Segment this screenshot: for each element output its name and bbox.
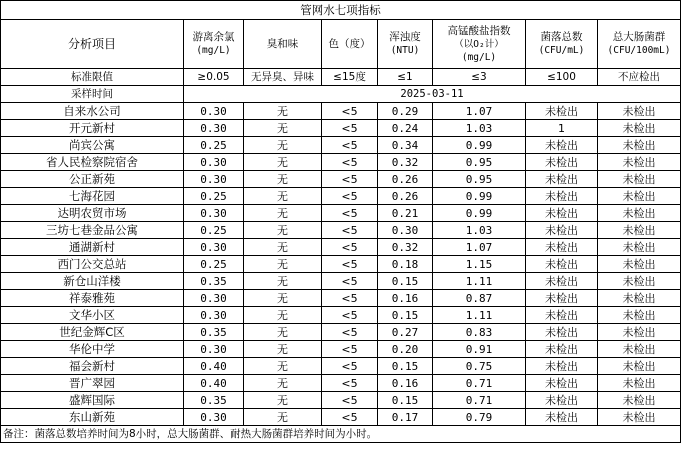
site-name-cell: 开元新村 <box>1 120 184 137</box>
table-cell: 未检出 <box>598 341 681 358</box>
header-line2: （以O₂计） <box>454 38 504 50</box>
table-cell: 未检出 <box>526 137 598 154</box>
table-cell: 0.26 <box>378 188 433 205</box>
table-cell: 0.30 <box>184 290 244 307</box>
limit-label: 标准限值 <box>1 69 184 86</box>
table-cell: 0.20 <box>378 341 433 358</box>
limit-cell: ≥0.05 <box>184 69 244 86</box>
header-line1: 分析项目 <box>67 36 116 51</box>
table-row <box>1 188 681 205</box>
table-cell: <5 <box>322 188 378 205</box>
table-cell: 未检出 <box>598 392 681 409</box>
header-cell <box>244 20 322 69</box>
table-cell: 0.25 <box>184 256 244 273</box>
title-row <box>1 1 681 20</box>
table-cell: 0.99 <box>433 188 526 205</box>
table-cell: 未检出 <box>526 290 598 307</box>
table-cell: 无 <box>244 307 322 324</box>
table-cell: <5 <box>322 409 378 426</box>
table-cell: 未检出 <box>598 103 681 120</box>
site-name-cell: 达明农贸市场 <box>1 205 184 222</box>
table-cell: 0.95 <box>433 154 526 171</box>
header-line2: (NTU) <box>390 45 420 56</box>
table-cell: 无 <box>244 171 322 188</box>
table-row <box>1 120 681 137</box>
table-row <box>1 239 681 256</box>
table-cell: 未检出 <box>526 307 598 324</box>
limit-cell: ≤1 <box>378 69 433 86</box>
site-name-cell: 三坊七巷金品公寓 <box>1 222 184 239</box>
table-cell: 0.21 <box>378 205 433 222</box>
table-row <box>1 392 681 409</box>
table-cell: 0.30 <box>184 341 244 358</box>
table-cell: 1.03 <box>433 222 526 239</box>
table-cell: 无 <box>244 358 322 375</box>
site-name-cell: 盛辉国际 <box>1 392 184 409</box>
table-cell: 无 <box>244 341 322 358</box>
table-row <box>1 273 681 290</box>
table-cell: 无 <box>244 239 322 256</box>
table-cell: 0.99 <box>433 137 526 154</box>
table-cell: 未检出 <box>598 188 681 205</box>
table-cell: 0.30 <box>378 222 433 239</box>
table-cell: 无 <box>244 154 322 171</box>
table-row <box>1 222 681 239</box>
site-name-cell: 新仓山洋楼 <box>1 273 184 290</box>
table-cell: <5 <box>322 375 378 392</box>
table-cell: 未检出 <box>526 188 598 205</box>
table-cell: 未检出 <box>526 154 598 171</box>
table-cell: 0.15 <box>378 358 433 375</box>
table-cell: 0.95 <box>433 171 526 188</box>
table-row <box>1 307 681 324</box>
table-cell: 无 <box>244 120 322 137</box>
table-cell: 未检出 <box>526 392 598 409</box>
site-name-cell: 通湖新村 <box>1 239 184 256</box>
table-cell: 未检出 <box>526 273 598 290</box>
table-cell: <5 <box>322 392 378 409</box>
header-line2: (mg/L) <box>196 45 231 56</box>
table-row <box>1 358 681 375</box>
table-cell: <5 <box>322 205 378 222</box>
table-title: 管网水七项指标 <box>1 1 681 20</box>
header-line1: 游离余氯 <box>192 31 235 43</box>
table-row <box>1 205 681 222</box>
site-name-cell: 世纪金辉C区 <box>1 324 184 341</box>
table-cell: 0.30 <box>184 120 244 137</box>
table-cell: 0.40 <box>184 358 244 375</box>
site-name-cell: 文华小区 <box>1 307 184 324</box>
table-cell: 未检出 <box>526 324 598 341</box>
table-cell: 未检出 <box>598 171 681 188</box>
table-cell: 0.71 <box>433 375 526 392</box>
table-cell: 0.79 <box>433 409 526 426</box>
footnote: 备注：菌落总数培养时间为8小时，总大肠菌群、耐热大肠菌群培养时间为小时。 <box>1 426 681 443</box>
table-row <box>1 103 681 120</box>
table-cell: 0.34 <box>378 137 433 154</box>
table-cell: 0.71 <box>433 392 526 409</box>
table-cell: 0.91 <box>433 341 526 358</box>
table-cell: 未检出 <box>598 273 681 290</box>
table-cell: <5 <box>322 273 378 290</box>
table-cell: 无 <box>244 103 322 120</box>
table-cell: 1.03 <box>433 120 526 137</box>
header-line2: (CFU/mL) <box>538 45 585 56</box>
table-cell: 无 <box>244 290 322 307</box>
table-cell: 未检出 <box>598 239 681 256</box>
table-cell: 无 <box>244 324 322 341</box>
site-name-cell: 自来水公司 <box>1 103 184 120</box>
table-cell: 未检出 <box>598 256 681 273</box>
table-row <box>1 341 681 358</box>
table-cell: 0.35 <box>184 273 244 290</box>
limit-cell: ≤15度 <box>322 69 378 86</box>
table-cell: 无 <box>244 222 322 239</box>
table-cell: <5 <box>322 120 378 137</box>
site-name-cell: 晋广翠园 <box>1 375 184 392</box>
header-cell <box>526 20 598 69</box>
site-name-cell: 东山新苑 <box>1 409 184 426</box>
table-cell: 0.32 <box>378 239 433 256</box>
header-cell <box>184 20 244 69</box>
header-line1: 臭和味 <box>266 37 299 50</box>
limit-cell: ≤100 <box>526 69 598 86</box>
table-cell: 未检出 <box>598 205 681 222</box>
table-cell: <5 <box>322 103 378 120</box>
table-cell: 未检出 <box>598 324 681 341</box>
table-cell: <5 <box>322 239 378 256</box>
table-cell: <5 <box>322 154 378 171</box>
table-cell: 未检出 <box>598 222 681 239</box>
table-cell: 0.87 <box>433 290 526 307</box>
note-row <box>1 426 681 443</box>
table-cell: 0.25 <box>184 188 244 205</box>
table-cell: 未检出 <box>526 375 598 392</box>
table-cell: 未检出 <box>526 256 598 273</box>
table-cell: 0.30 <box>184 103 244 120</box>
table-cell: 未检出 <box>598 409 681 426</box>
table-cell: 0.15 <box>378 273 433 290</box>
standard-limit-row <box>1 69 681 86</box>
site-name-cell: 祥泰雅苑 <box>1 290 184 307</box>
table-cell: 0.29 <box>378 103 433 120</box>
table-cell: 0.75 <box>433 358 526 375</box>
table-cell: 0.35 <box>184 324 244 341</box>
table-cell: 未检出 <box>598 375 681 392</box>
header-line1: 高锰酸盐指数 <box>447 24 511 37</box>
table-cell: 无 <box>244 375 322 392</box>
table-cell: 未检出 <box>526 341 598 358</box>
table-cell: 0.26 <box>378 171 433 188</box>
table-cell: <5 <box>322 222 378 239</box>
table-cell: 未检出 <box>526 358 598 375</box>
table-cell: 未检出 <box>598 120 681 137</box>
table-cell: 0.15 <box>378 392 433 409</box>
table-cell: 未检出 <box>598 358 681 375</box>
table-cell: 未检出 <box>526 239 598 256</box>
table-cell: 1.11 <box>433 273 526 290</box>
header-line1: 浑浊度 <box>389 31 421 43</box>
header-cell <box>378 20 433 69</box>
table-cell: <5 <box>322 341 378 358</box>
table-row <box>1 290 681 307</box>
table-row <box>1 375 681 392</box>
header-line3: (mg/L) <box>461 51 497 63</box>
table-cell: 0.25 <box>184 222 244 239</box>
sampling-time-label: 采样时间 <box>1 86 184 103</box>
site-name-cell: 省人民检察院宿舍 <box>1 154 184 171</box>
table-cell: 0.83 <box>433 324 526 341</box>
site-name-cell: 西门公交总站 <box>1 256 184 273</box>
table-cell: 0.25 <box>184 137 244 154</box>
table-cell: <5 <box>322 171 378 188</box>
header-line1: 菌落总数 <box>540 31 583 43</box>
table-cell: 无 <box>244 409 322 426</box>
table-cell: 0.16 <box>378 375 433 392</box>
table-cell: 无 <box>244 188 322 205</box>
table-cell: 未检出 <box>526 205 598 222</box>
table-cell: 无 <box>244 256 322 273</box>
header-cell <box>322 20 378 69</box>
table-cell: 0.24 <box>378 120 433 137</box>
table-cell: 0.30 <box>184 154 244 171</box>
table-row <box>1 154 681 171</box>
table-cell: 0.99 <box>433 205 526 222</box>
table-cell: 0.15 <box>378 307 433 324</box>
table-cell: <5 <box>322 324 378 341</box>
header-line1: 总大肠菌群 <box>612 31 666 43</box>
table-cell: <5 <box>322 290 378 307</box>
table-cell: 未检出 <box>598 290 681 307</box>
table-cell: 未检出 <box>526 103 598 120</box>
table-cell: 无 <box>244 137 322 154</box>
table-cell: 未检出 <box>598 137 681 154</box>
site-name-cell: 公正新苑 <box>1 171 184 188</box>
table-cell: 未检出 <box>526 409 598 426</box>
site-name-cell: 华伦中学 <box>1 341 184 358</box>
site-name-cell: 尚宾公寓 <box>1 137 184 154</box>
limit-cell: ≤3 <box>433 69 526 86</box>
table-cell: <5 <box>322 307 378 324</box>
header-cell <box>1 20 184 69</box>
table-cell: 0.30 <box>184 409 244 426</box>
header-line1: 色（度） <box>328 37 371 50</box>
header-row <box>1 20 681 69</box>
table-cell: 0.30 <box>184 307 244 324</box>
table-cell: 无 <box>244 273 322 290</box>
table-cell: 未检出 <box>598 307 681 324</box>
table-cell: 0.30 <box>184 171 244 188</box>
table-cell: 无 <box>244 205 322 222</box>
table-cell: 1.15 <box>433 256 526 273</box>
table-cell: 0.35 <box>184 392 244 409</box>
table-cell: 1.07 <box>433 103 526 120</box>
table-cell: 0.40 <box>184 375 244 392</box>
header-cell <box>433 20 526 69</box>
table-cell: 未检出 <box>598 154 681 171</box>
site-name-cell: 七海花园 <box>1 188 184 205</box>
table-row <box>1 137 681 154</box>
table-cell: 1 <box>526 120 598 137</box>
table-cell: 0.27 <box>378 324 433 341</box>
table-cell: 0.32 <box>378 154 433 171</box>
table-row <box>1 409 681 426</box>
header-line2: (CFU/100mL) <box>607 45 671 56</box>
table-cell: 未检出 <box>526 222 598 239</box>
table-cell: 1.07 <box>433 239 526 256</box>
limit-cell: 无异臭、异味 <box>244 69 322 86</box>
table-cell: 无 <box>244 392 322 409</box>
table-row <box>1 256 681 273</box>
table-cell: 0.16 <box>378 290 433 307</box>
table-row <box>1 171 681 188</box>
table-cell: <5 <box>322 256 378 273</box>
table-cell: 1.11 <box>433 307 526 324</box>
header-cell <box>598 20 681 69</box>
limit-cell: 不应检出 <box>598 69 681 86</box>
table-cell: 0.18 <box>378 256 433 273</box>
table-cell: 0.30 <box>184 205 244 222</box>
site-name-cell: 福会新村 <box>1 358 184 375</box>
table-cell: <5 <box>322 137 378 154</box>
table-cell: 未检出 <box>526 171 598 188</box>
table-row <box>1 324 681 341</box>
sampling-date: 2025-03-11 <box>184 86 681 103</box>
sampling-date-row <box>1 86 681 103</box>
table-cell: 0.17 <box>378 409 433 426</box>
table-cell: <5 <box>322 358 378 375</box>
table-cell: 0.30 <box>184 239 244 256</box>
